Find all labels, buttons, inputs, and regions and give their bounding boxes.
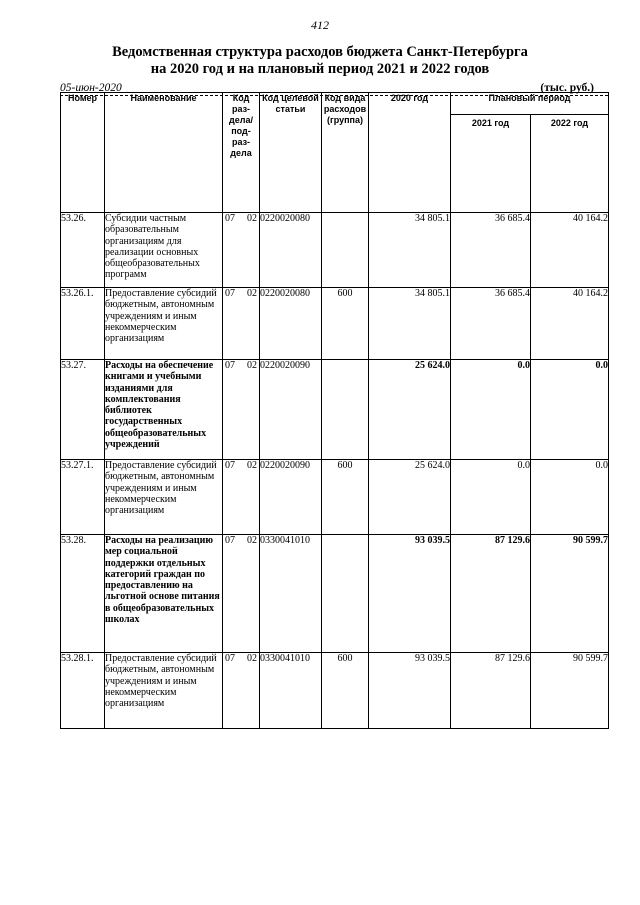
row-amount-2021: 0.0 [451, 460, 531, 535]
section: 07 [225, 360, 235, 371]
budget-table [60, 92, 609, 729]
row-expense-type: 600 [322, 460, 369, 535]
row-amount-2022: 40 164.2 [531, 288, 609, 360]
row-target-code: 0330041010 [260, 653, 322, 729]
row-amount-2021: 36 685.4 [451, 213, 531, 288]
row-number: 53.27.1. [61, 460, 105, 535]
header-expense-type: Код вида расходов (группа) [322, 93, 369, 213]
table-row [61, 288, 609, 360]
row-section-code [223, 535, 260, 653]
header-target: Код целевой статьи [260, 93, 322, 213]
row-target-code: 0220020080 [260, 213, 322, 288]
row-name: Расходы на реализацию мер социальной поддержки отдельных категорий граждан по предоставлению на льготной основе питания в общеобразовательных школах [105, 535, 223, 653]
title-line-1: Ведомственная структура расходов бюджета Санкт-Петербурга [112, 44, 528, 60]
header-name: Наименование [105, 93, 223, 213]
row-number: 53.28. [61, 535, 105, 653]
row-expense-type [322, 535, 369, 653]
table-row [61, 213, 609, 288]
row-amount-2021: 87 129.6 [451, 653, 531, 729]
row-number: 53.26.1. [61, 288, 105, 360]
row-amount-2022: 40 164.2 [531, 213, 609, 288]
row-amount-2020: 93 039.5 [369, 535, 451, 653]
row-amount-2020: 25 624.0 [369, 360, 451, 460]
row-section-code [223, 360, 260, 460]
subsection: 02 [247, 653, 257, 664]
subsection: 02 [247, 460, 257, 471]
row-section-code [223, 653, 260, 729]
row-expense-type: 600 [322, 653, 369, 729]
row-amount-2021: 36 685.4 [451, 288, 531, 360]
row-section-code [223, 213, 260, 288]
header-planned-period: Плановый период [451, 93, 609, 115]
row-amount-2021: 0.0 [451, 360, 531, 460]
row-number: 53.28.1. [61, 653, 105, 729]
header-2022: 2022 год [531, 115, 609, 213]
header-number: Номер [61, 93, 105, 213]
row-amount-2022: 0.0 [531, 360, 609, 460]
row-amount-2022: 90 599.7 [531, 535, 609, 653]
header-2021: 2021 год [451, 115, 531, 213]
row-amount-2020: 34 805.1 [369, 288, 451, 360]
title-line-2: на 2020 год и на плановый период 2021 и 2022 годов [150, 61, 490, 77]
row-section-code [223, 288, 260, 360]
subsection: 02 [247, 213, 257, 224]
row-target-code: 0220020090 [260, 460, 322, 535]
table-row [61, 460, 609, 535]
section: 07 [225, 535, 235, 546]
header-2020: 2020 год [369, 93, 451, 213]
row-name: Предоставление субсидий бюджетным, автономным учреждениям и иным некоммерческим организациям [105, 288, 223, 360]
subsection: 02 [247, 288, 257, 299]
row-target-code: 0330041010 [260, 535, 322, 653]
row-amount-2020: 34 805.1 [369, 213, 451, 288]
section: 07 [225, 213, 235, 224]
table-row [61, 653, 609, 729]
row-amount-2022: 0.0 [531, 460, 609, 535]
table-row [61, 360, 609, 460]
row-target-code: 0220020080 [260, 288, 322, 360]
page-number: 412 [311, 18, 329, 32]
row-target-code: 0220020090 [260, 360, 322, 460]
subsection: 02 [247, 535, 257, 546]
row-amount-2021: 87 129.6 [451, 535, 531, 653]
row-name: Предоставление субсидий бюджетным, автономным учреждениям и иным некоммерческим организациям [105, 460, 223, 535]
row-name: Субсидии частным образовательным организациям для реализации основных общеобразовательных программ [105, 213, 223, 288]
row-expense-type [322, 213, 369, 288]
section: 07 [225, 653, 235, 664]
section: 07 [225, 460, 235, 471]
row-name: Предоставление субсидий бюджетным, автономным учреждениям и иным некоммерческим организациям [105, 653, 223, 729]
header-section: Код раз-дела/ под-раз-дела [223, 93, 260, 213]
document-date: 05-июн-2020 [60, 82, 122, 94]
row-number: 53.27. [61, 360, 105, 460]
subsection: 02 [247, 360, 257, 371]
section: 07 [225, 288, 235, 299]
document-title [0, 44, 640, 78]
row-amount-2020: 25 624.0 [369, 460, 451, 535]
row-expense-type: 600 [322, 288, 369, 360]
row-amount-2022: 90 599.7 [531, 653, 609, 729]
row-number: 53.26. [61, 213, 105, 288]
row-expense-type [322, 360, 369, 460]
table-row [61, 535, 609, 653]
row-amount-2020: 93 039.5 [369, 653, 451, 729]
row-section-code [223, 460, 260, 535]
row-name: Расходы на обеспечение книгами и учебными изданиями для комплектования библиотек государственных общеобразовательных учреждений [105, 360, 223, 460]
units-label: (тыс. руб.) [540, 82, 594, 94]
